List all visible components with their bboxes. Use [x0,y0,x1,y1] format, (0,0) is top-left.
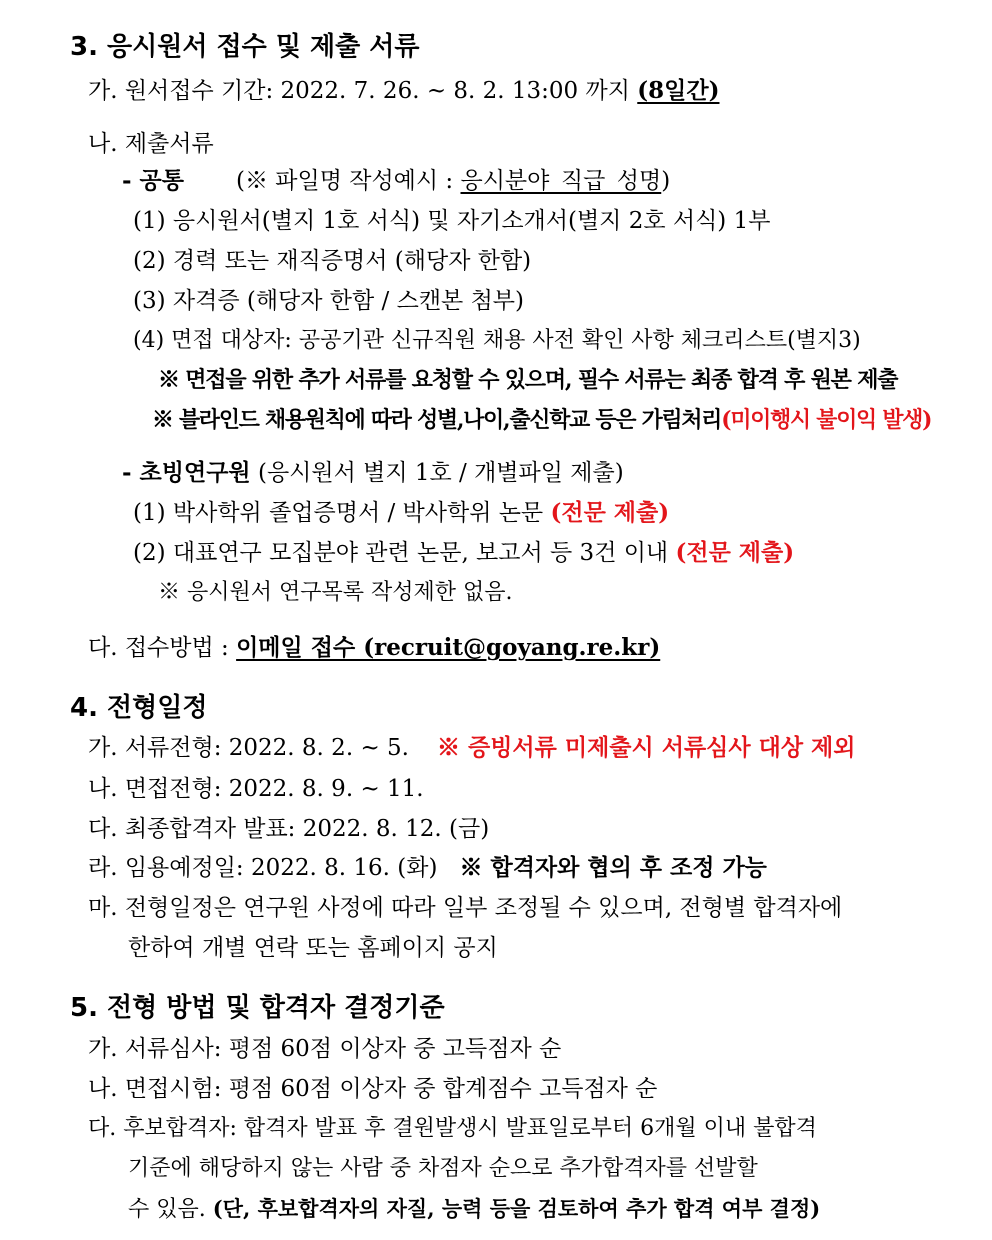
s3-da-line [88,632,660,664]
s3-invited-item-1 [133,497,669,529]
s3-invited-note: (응시원서 별지 1호 / 개별파일 제출) [250,460,624,486]
section-3-heading: 3. 응시원서 접수 및 제출 서류 [70,32,420,62]
s3-item-1: (1) 응시원서(별지 1호 서식) 및 자기소개서(별지 2호 서식) 1부 [133,208,771,234]
s3-common-line [122,165,670,197]
s4-ga-line [88,732,856,764]
s4-ga-red: ※ 증빙서류 미제출시 서류심사 대상 제외 [436,734,856,761]
s3-common-note-example: 응시분야_직급_성명 [460,168,662,194]
s3-invited-item-1-text: (1) 박사학위 졸업증명서 / 박사학위 논문 [133,500,551,526]
s3-invited-note-2: ※ 응시원서 연구목록 작성제한 없음. [158,580,513,605]
s3-invited-item-2 [133,537,794,569]
s4-ra-bold: ※ 합격자와 협의 후 조정 가능 [459,854,767,881]
section-4-heading: 4. 전형일정 [70,693,208,723]
s3-note-1: ※ 면접을 위한 추가 서류를 요청할 수 있으며, 필수 서류는 최종 합격 후 원본 제출 [158,367,898,393]
s3-ga-text: 가. 원서접수 기간: 2022. 7. 26. ~ 8. 2. 13:00 까지 [88,78,638,104]
s3-invited-line [122,457,624,489]
s3-note-2 [152,404,931,436]
s4-na-line: 나. 면접전형: 2022. 8. 9. ~ 11. [88,776,424,802]
s3-invited-item-1-red: (전문 제출) [550,499,670,526]
s3-ga-line [88,75,719,107]
s4-ma-line-1: 마. 전형일정은 연구원 사정에 따라 일부 조정될 수 있으며, 전형별 합격자에 [88,895,843,921]
s5-ga-line: 가. 서류심사: 평점 60점 이상자 중 고득점자 순 [88,1036,562,1062]
s3-common-note-prefix: (※ 파일명 작성예시 : [236,168,461,194]
s5-da-line-3-bold: (단, 후보합격자의 자질, 능력 등을 검토하여 추가 합격 여부 결정) [212,1196,821,1221]
s5-na-line: 나. 면접시험: 평점 60점 이상자 중 합계점수 고득점자 순 [88,1076,658,1102]
s3-da-prefix: 다. 접수방법 : [88,635,237,661]
s3-na-title: 나. 제출서류 [88,131,214,157]
section-5-heading: 5. 전형 방법 및 합격자 결정기준 [70,993,445,1023]
s3-invited-item-2-text: (2) 대표연구 모집분야 관련 논문, 보고서 등 3건 이내 [133,540,676,566]
s4-ga-text: 가. 서류전형: 2022. 8. 2. ~ 5. [88,735,409,761]
s4-ra-line [88,852,767,884]
s5-da-line-3 [128,1193,820,1226]
s3-da-method: 이메일 접수 (recruit@goyang.re.kr) [236,634,661,661]
s4-ma-line-2: 한하여 개별 연락 또는 홈페이지 공지 [128,935,498,961]
s3-invited-item-2-red: (전문 제출) [675,539,795,566]
s3-ga-days: (8일간) [637,77,720,104]
s4-da-line: 다. 최종합격자 발표: 2022. 8. 12. (금) [88,816,490,842]
s3-item-3: (3) 자격증 (해당자 한함 / 스캔본 첨부) [133,288,524,314]
s3-invited-label: - 초빙연구원 [122,459,251,486]
s3-item-2: (2) 경력 또는 재직증명서 (해당자 한함) [133,248,532,274]
s3-common-label: - 공통 [122,167,184,194]
s5-da-line-1: 다. 후보합격자: 합격자 발표 후 결원발생시 발표일로부터 6개월 이내 불합격 [88,1116,817,1141]
s5-da-line-3-text: 수 있음. [128,1197,213,1222]
s5-da-line-2: 기준에 해당하지 않는 사람 중 차점자 순으로 추가합격자를 선발할 [128,1156,758,1181]
s4-ra-text: 라. 임용예정일: 2022. 8. 16. (화) [88,855,438,881]
s3-common-note-suffix: ) [661,168,671,194]
s3-item-4: (4) 면접 대상자: 공공기관 신규직원 채용 사전 확인 사항 체크리스트(별지3) [133,328,861,353]
s3-note-2-text: ※ 블라인드 채용원칙에 따라 성별,나이,출신학교 등은 가림처리 [152,407,722,433]
s3-note-2-red: (미이행시 불이익 발생) [721,407,932,433]
